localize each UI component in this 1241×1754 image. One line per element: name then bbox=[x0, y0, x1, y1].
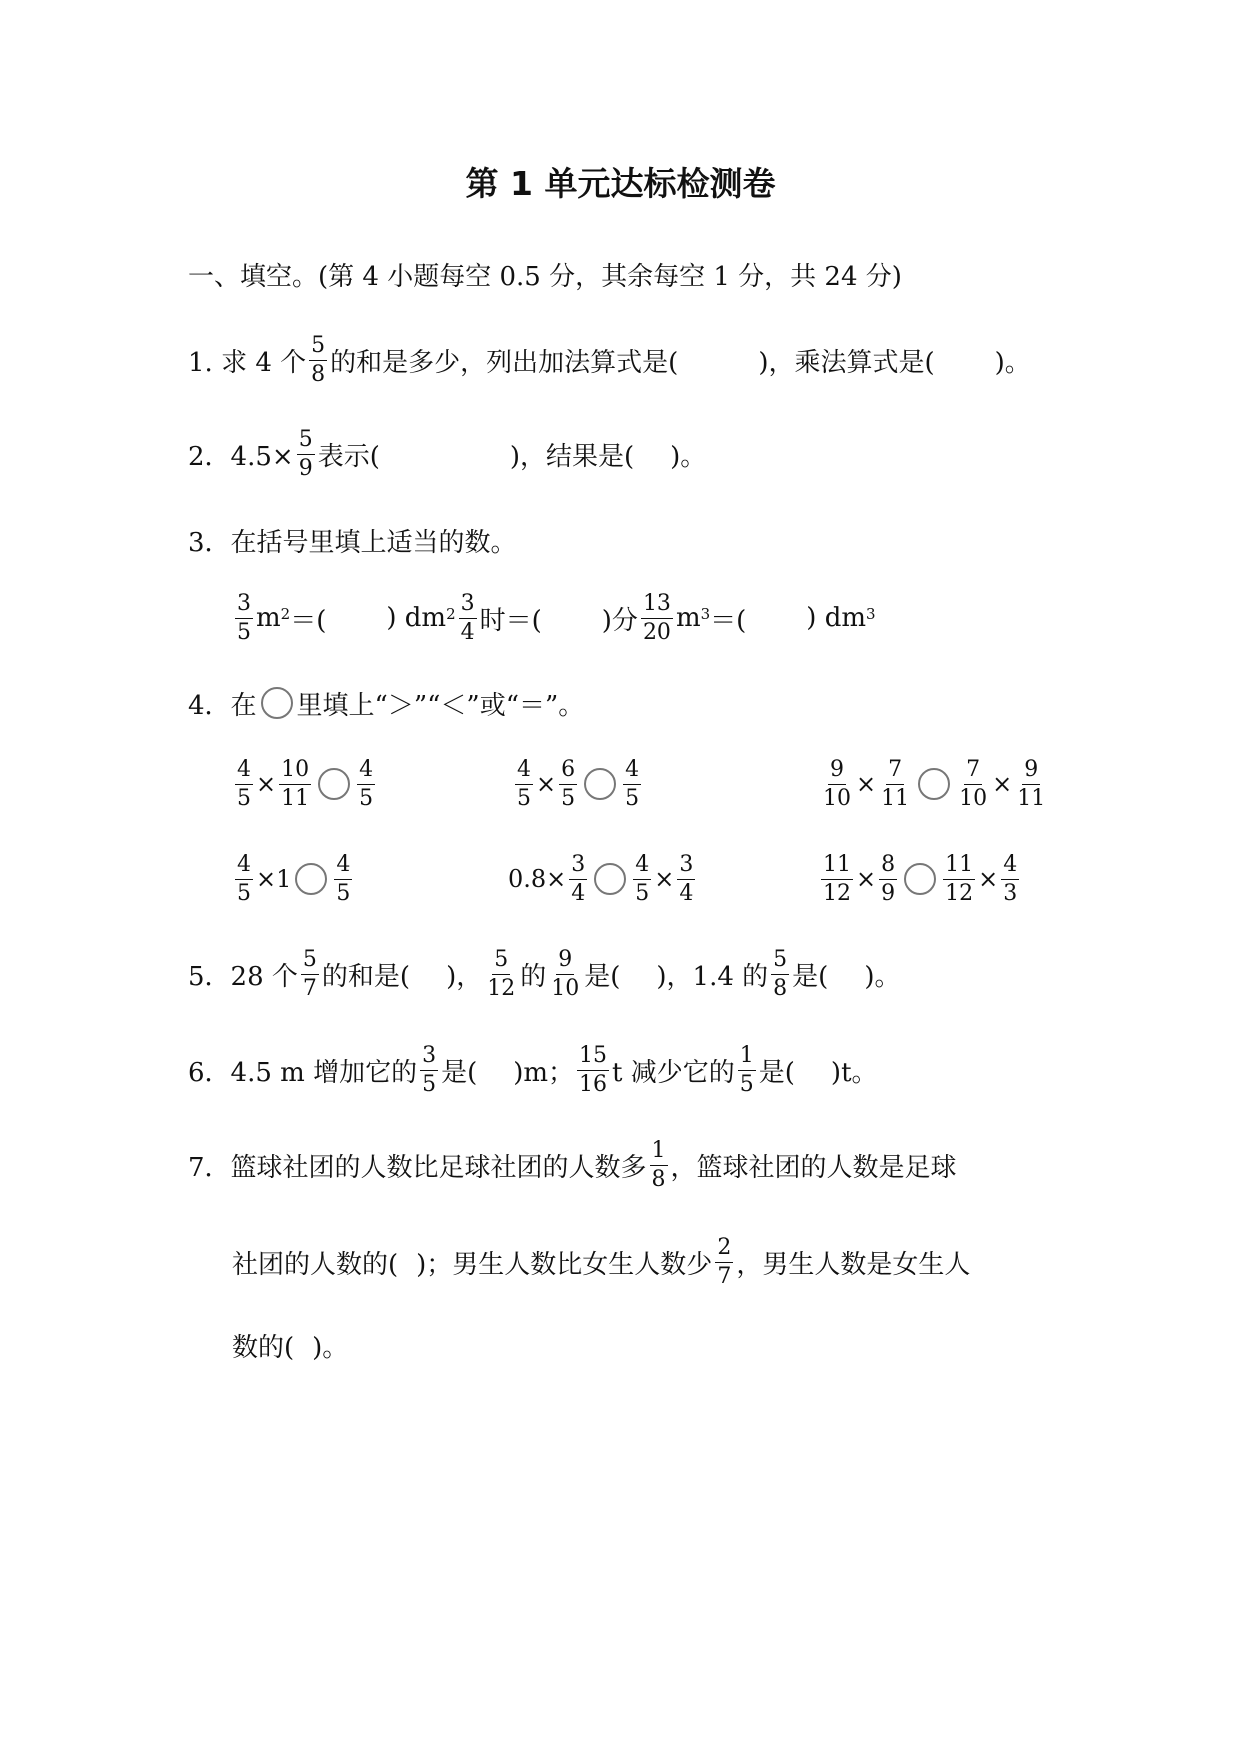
question-7-line-3: 数的( )。 bbox=[232, 1332, 349, 1363]
fraction: $\frac{5}{8}$ bbox=[311, 333, 326, 387]
compare-circle[interactable] bbox=[295, 863, 327, 895]
compare-item: $\frac{9}{10}$ × $\frac{7}{11}$ $\frac{7}{10}$ × $\frac{9}{11}$ bbox=[823, 757, 1046, 811]
fraction: $\frac{13}{20}$ bbox=[642, 591, 671, 645]
circle-icon bbox=[261, 687, 293, 719]
compare-circle[interactable] bbox=[918, 768, 950, 800]
question-7-line-2: 社团的人数的( )；男生人数比女生人数少 $\frac{2}{7}$ ，男生人数是女生人 bbox=[232, 1235, 971, 1289]
fraction: $\frac{3}{4}$ bbox=[460, 591, 475, 645]
compare-circle[interactable] bbox=[904, 863, 936, 895]
page-title: 第 1 单元达标检测卷 bbox=[465, 164, 776, 203]
compare-circle[interactable] bbox=[584, 768, 616, 800]
question-4: 4．在 里填上“＞”“＜”或“＝”。 bbox=[188, 673, 584, 733]
question-1: 1. 求 4 个 $\frac{5}{8}$ 的和是多少，列出加法算式是( )，乘法算式是( )。 bbox=[188, 333, 1031, 387]
compare-item: $\frac{11}{12}$ × $\frac{8}{9}$ $\frac{11}{12}$ × $\frac{4}{3}$ bbox=[823, 852, 1018, 906]
question-7: 7．篮球社团的人数比足球社团的人数多 $\frac{1}{8}$ ，篮球社团的人数是足球 bbox=[188, 1138, 957, 1192]
fraction: $\frac{5}{9}$ bbox=[298, 427, 313, 481]
section-heading: 一、填空。(第 4 小题每空 0.5 分，其余每空 1 分，共 24 分) bbox=[188, 261, 902, 292]
compare-circle[interactable] bbox=[318, 768, 350, 800]
fraction: $\frac{3}{5}$ bbox=[237, 591, 251, 645]
question-5: 5．28 个 $\frac{5}{7}$ 的和是( )， $\frac{5}{12}$ 的 $\frac{9}{10}$ 是( )，1.4 的 $\frac{5}{8}$ 是( )。 bbox=[188, 947, 901, 1001]
question-2: 2．4.5× $\frac{5}{9}$ 表示( )，结果是( )。 bbox=[188, 427, 707, 481]
question-6: 6．4.5 m 增加它的 $\frac{3}{5}$ 是( )m； $\frac{15}{16}$ t 减少它的 $\frac{1}{5}$ 是( )t。 bbox=[188, 1043, 878, 1097]
question-3-items: $\frac{3}{5}$ m $^2$ ＝( ) dm $^2$ $\frac{3}{4}$ 时＝( )分 $\frac{13}{20}$ m $^3$ ＝( ) dm $^3$ bbox=[237, 591, 876, 645]
compare-item: $\frac{4}{5}$ × $\frac{10}{11}$ $\frac{4}{5}$ bbox=[237, 757, 374, 811]
compare-circle[interactable] bbox=[594, 863, 626, 895]
compare-item: $\frac{4}{5}$ ×1 $\frac{4}{5}$ bbox=[237, 852, 351, 906]
compare-item: 0.8× $\frac{3}{4}$ $\frac{4}{5}$ × $\frac{3}{4}$ bbox=[508, 852, 694, 906]
compare-item: $\frac{4}{5}$ × $\frac{6}{5}$ $\frac{4}{5}$ bbox=[517, 757, 640, 811]
question-3: 3．在括号里填上适当的数。 bbox=[188, 527, 517, 558]
